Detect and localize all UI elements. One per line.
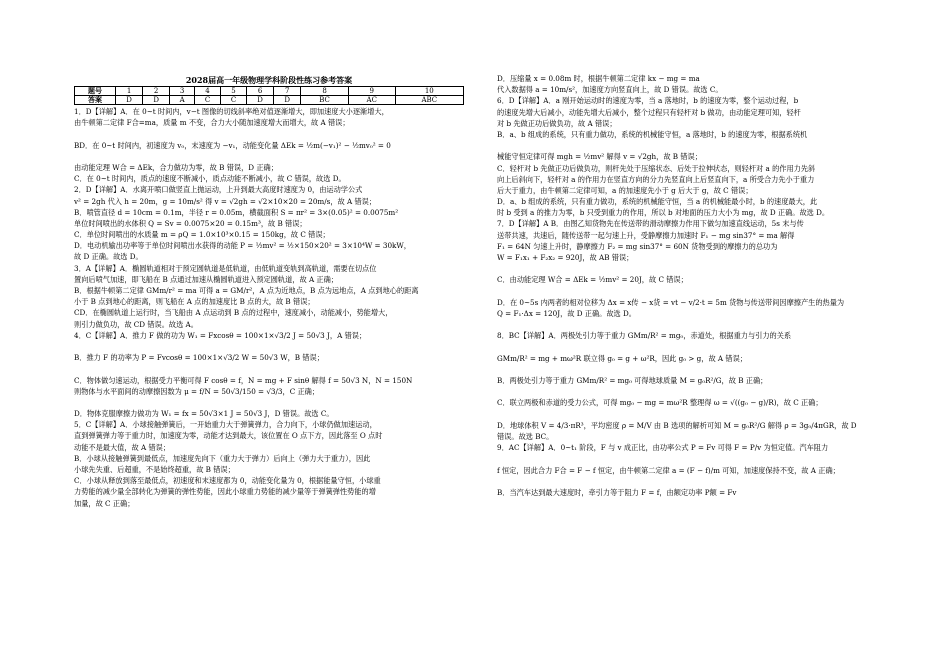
solution-line [497, 386, 889, 397]
answer-cell: D [274, 96, 301, 105]
solution-line: C．在 0~t 时间内，质点的速度不断减小，质点动能不断减小，故 C 错误，故选 D。 [74, 174, 346, 184]
question-number: 4 [195, 87, 221, 96]
question-number: 7 [274, 87, 301, 96]
solution-line [74, 363, 464, 374]
solution-line: GMm/R² = mg + mω²R 联立得 g₀ = g + ω²R，因此 g₀ > g，故 A 错误； [497, 353, 747, 363]
solution-line [497, 364, 889, 375]
solution-line: 对 b 先做正功后做负功，故 A 错误； [497, 118, 617, 128]
question-number: 5 [221, 87, 247, 96]
solution-line [74, 341, 464, 352]
solution-line: 代入数据得 a = 10m/s²，加速度方向竖直向上，故 D 错误。故选 C。 [497, 85, 723, 95]
solution-line [497, 263, 889, 274]
solution-line [74, 128, 464, 139]
solution-line: C．联立两极和赤道的受力公式，可得 mg₀ − mg = mω²R 整理得 ω = √((g₀ − g)/R)，故 C 正确； [497, 398, 823, 408]
solution-line: C．由动能定理 W合 = ΔEk = ½mv² = 20J，故 C 错误； [497, 275, 688, 285]
solution-line: 向上后斜向下，轻杆对 a 的作用力在竖直方向的分力先竖直向上后竖直向下，a 所受合力先小于重力 [497, 174, 815, 184]
question-number: 6 [247, 87, 274, 96]
solution-line: B．小球从接触弹簧到最低点，加速度先向下（重力大于弹力）后向上（弹力大于重力），因此 [74, 453, 371, 463]
solution-line: D．在 0~5s 内两者的相对位移为 Δx = x传 − x货 = vt − v/2·t = 5m 货物与传送带间因摩擦产生的热量为 [497, 297, 845, 307]
solution-line: 由牛顿第二定律 F合=ma，质量 m 不变，合力大小随加速度增大而增大，故 A 错误； [74, 118, 350, 128]
solution-line: 置向后喷气加速，即飞船在 B 点通过加速从椭圆轨道进入预定圆轨道，故 A 正确； [74, 274, 338, 284]
answer-cell: AC [348, 96, 395, 105]
question-number-label: 题号 [75, 87, 116, 96]
solution-line [497, 342, 889, 353]
solution-line: C．物体做匀速运动，根据受力平衡可得 F cosθ = f，N = mg + F sinθ 解得 f = 50√3 N，N = 150N [74, 375, 413, 385]
answer-cell: C [195, 96, 221, 105]
solution-line: 直到弹簧弹力等于重力时，加速度为零，动能才达到最大，该位置在 O 点下方，因此落至 O 点时 [74, 431, 383, 441]
solution-line: 则物体与水平面间的动摩擦因数为 μ = f/N = 50√3/150 = √3/3，C 正确； [74, 386, 320, 396]
solution-line: CD．在椭圆轨道上运行时，当飞船由 A 点运动到 B 点的过程中，速度减小，动能减小，势能增大， [74, 308, 393, 318]
solution-line: BD．在 0~t 时间内，初速度为 v₀，末速度为 −v₁，动能变化量 ΔEk = ½m(−v₁)² − ½mv₀² = 0 [74, 140, 391, 150]
solution-line: B．a、b 组成的系统，只有重力做功，系统的机械能守恒，a 落地时，b 的速度为零，根据系统机 [497, 129, 808, 139]
solution-line: 小球先失重、后超重，不是始终超重，故 B 错误； [74, 465, 235, 474]
solution-line: D．压缩量 x = 0.08m 时，根据牛顿第二定律 kx − mg = ma [497, 74, 700, 83]
solution-line: C．轻杆对 b 先做正功后做负功，则杆先处于压缩状态、后处于拉伸状态，则轻杆对 a 的作用力先斜 [497, 163, 816, 173]
solution-line: D．地球体积 V = 4/3·πR³，平均密度 ρ = M/V 由 B 选项的解析可知 M = g₀R²/G 解得 ρ = 3g₀/4πGR，故 D [497, 420, 857, 430]
solution-line: W = F₁x₁ + F₂x₂ = 920J，故 AB 错误； [497, 253, 634, 262]
solution-line [497, 476, 889, 487]
solution-line [497, 409, 889, 420]
solution-line: B．推力 F 的功率为 P = Fvcosθ = 100×1×√3/2 W = 50√3 W，B 错误； [74, 353, 324, 363]
solution-line: 错误。故选 BC。 [497, 432, 554, 441]
solution-line: 的速度先增大后减小，动能先增大后减小，整个过程只有轻杆对 b 做功，由动能定理可知，轻杆 [497, 107, 801, 117]
left-column-solutions [74, 106, 464, 509]
solution-line [497, 140, 889, 151]
page-title: 2028届高一年级物理学科阶段性练习参考答案 [185, 75, 353, 85]
solution-line [497, 319, 889, 330]
answer-table-answer-row [75, 96, 464, 105]
answer-cell: ABC [395, 96, 463, 105]
solution-line: 力势能的减少量全部转化为弹簧的弹性势能，因此小球重力势能的减少量等于弹簧弹性势能的增 [74, 487, 376, 497]
question-number: 8 [301, 87, 349, 96]
solution-line: f 恒定，因此合力 F合 = F − f 恒定，由牛顿第二定律 a = (F − f)/m 可知，加速度保持不变，故 A 正确； [497, 465, 840, 475]
solution-line: D．a、b 组成的系统，只有重力做功，系统的机械能守恒，当 a 的机械能最小时，b 的速度最大，此 [497, 197, 818, 207]
solution-line: 单位时间喷出的水体积 Q = Sv = 0.0075×20 = 0.15m³，故 B 错误； [74, 218, 307, 228]
solution-line: B．根据牛顿第二定律 GMm/r² = ma 可得 a = GM/r²，A 点为近地点，B 点为远地点，A 点到地心的距离 [74, 286, 419, 295]
solution-line [497, 286, 889, 297]
solution-line: C．小球从释放到落至最低点，初速度和末速度都为 0，动能变化量为 0，根据能量守恒，小球重 [74, 476, 381, 486]
solution-line: 4．C【详解】A．推力 F 做的功为 W₁ = Fxcosθ = 100×1×√3/2 J = 50√3 J，A 错误； [74, 330, 367, 340]
solution-line: 时 b 受到 a 的推力为零，b 只受到重力的作用，所以 b 对地面的压力大小为 mg，故 D 正确。故选 D。 [497, 208, 830, 218]
solution-line: 5．C【详解】A．小球接触弹簧后，一开始重力大于弹簧弹力，合力向下，小球仍做加速运动， [74, 420, 377, 430]
solution-line: 后大于重力，由牛顿第二定律可知，a 的加速度先小于 g 后大于 g，故 C 错误； [497, 185, 753, 195]
solution-line: 小于 B 点到地心的距离，则飞船在 A 点的加速度比 B 点的大，故 B 错误； [74, 297, 315, 307]
solution-line: 则引力做负功，故 CD 错误。故选 A。 [74, 319, 198, 329]
question-number: 10 [395, 87, 463, 96]
solution-line: 9．AC【详解】A．0~t₁ 阶段，F 与 v 成正比，由功率公式 P = Fv 可得 F = P/v 为恒定值。汽车阻力 [497, 443, 829, 453]
solution-line: 2．D【详解】A．水离开喷口做竖直上抛运动，上升到最大高度时速度为 0，由运动学公式 [74, 185, 363, 195]
answer-label: 答案 [75, 96, 116, 105]
solution-line: 送带共速，共速后，随传送带一起匀速上升，受静摩擦力加速时 F₁ − mg sin37° = ma 解得 [497, 230, 795, 240]
answer-cell: D [143, 96, 170, 105]
solution-line [74, 397, 464, 408]
question-number: 2 [143, 87, 170, 96]
solution-line: B．喷管直径 d = 10cm = 0.1m，半径 r = 0.05m，横截面积 S = πr² = 3×(0.05)² = 0.0075m² [74, 207, 399, 217]
question-number: 1 [116, 87, 143, 96]
answer-cell: D [247, 96, 274, 105]
solution-line: B．当汽车达到最大速度时，牵引力等于阻力 F = f，由额定功率 P额 = Fv [497, 487, 737, 497]
solution-line [74, 151, 464, 162]
solution-line: D．物体克服摩擦力做功为 W₁ = fx = 50√3×1 J = 50√3 J，D 错误。故选 C。 [74, 409, 334, 419]
solution-line: C．单位时间喷出的水质量 m = ρQ = 1.0×10³×0.15 = 150kg，故 C 错误； [74, 230, 330, 240]
solution-line: 3．A【详解】A．椭圆轨道相对于预定圆轨道是低轨道，由低轨道变轨到高轨道，需要在切点位 [74, 263, 377, 273]
right-column-solutions [497, 73, 889, 498]
solution-line: 由动能定理 W合 = ΔEk，合力做功为零，故 B 错误，D 正确； [74, 162, 278, 172]
answer-cell: BC [301, 96, 349, 105]
question-number: 9 [348, 87, 395, 96]
solution-line: 加量，故 C 正确； [74, 498, 135, 508]
solution-line: F₁ = 64N 匀速上升时，静摩擦力 F₂ = mg sin37° = 60N 货物受到的摩擦力的总功为 [497, 241, 778, 251]
solution-line: 7．D【详解】A B．由图乙知货物先在传送带的滑动摩擦力作用下做匀加速直线运动，5s 末与传 [497, 219, 804, 229]
answer-table [74, 86, 464, 105]
solution-line: 故 D 正确。故选 D。 [74, 252, 143, 262]
answer-cell: A [170, 96, 195, 105]
answer-cell: C [221, 96, 247, 105]
solution-line: 8．BC【详解】A．两极处引力等于重力 GMm/R² = mg₀，赤道处，根据重力与引力的关系 [497, 331, 792, 341]
solution-line: v² = 2gh 代入 h = 20m，g = 10m/s² 得 v = √2gh = √2×10×20 = 20m/s，故 A 错误； [74, 196, 377, 206]
answer-table-header-row [75, 87, 464, 96]
answer-cell: D [116, 96, 143, 105]
solution-line: 械能守恒定律可得 mgh = ½mv² 解得 v = √2gh，故 B 错误； [497, 152, 702, 162]
solution-line: 动能不是最大值，故 A 错误； [74, 442, 171, 452]
solution-line: Q = F₁·Δx = 120J，故 D 正确。故选 D。 [497, 308, 636, 318]
solution-line: 1．D【详解】A．在 0~t 时间内，v−t 图像的切线斜率绝对值逐渐增大，即加速度大小逐渐增大， [74, 107, 389, 116]
solution-line: 6．D【详解】A．a 刚开始运动时的速度为零，当 a 落地时，b 的速度为零，整个运动过程，b [497, 96, 799, 106]
solution-line [497, 453, 889, 464]
solution-line: D．电动机输出功率等于单位时间喷出水获得的动能 P = ½mv² = ½×150×20² = 3×10⁴W = 30kW， [74, 241, 411, 251]
solution-line: B．两极处引力等于重力 GMm/R² = mg₀ 可得地球质量 M = g₀R²/G，故 B 正确； [497, 376, 768, 386]
question-number: 3 [170, 87, 195, 96]
